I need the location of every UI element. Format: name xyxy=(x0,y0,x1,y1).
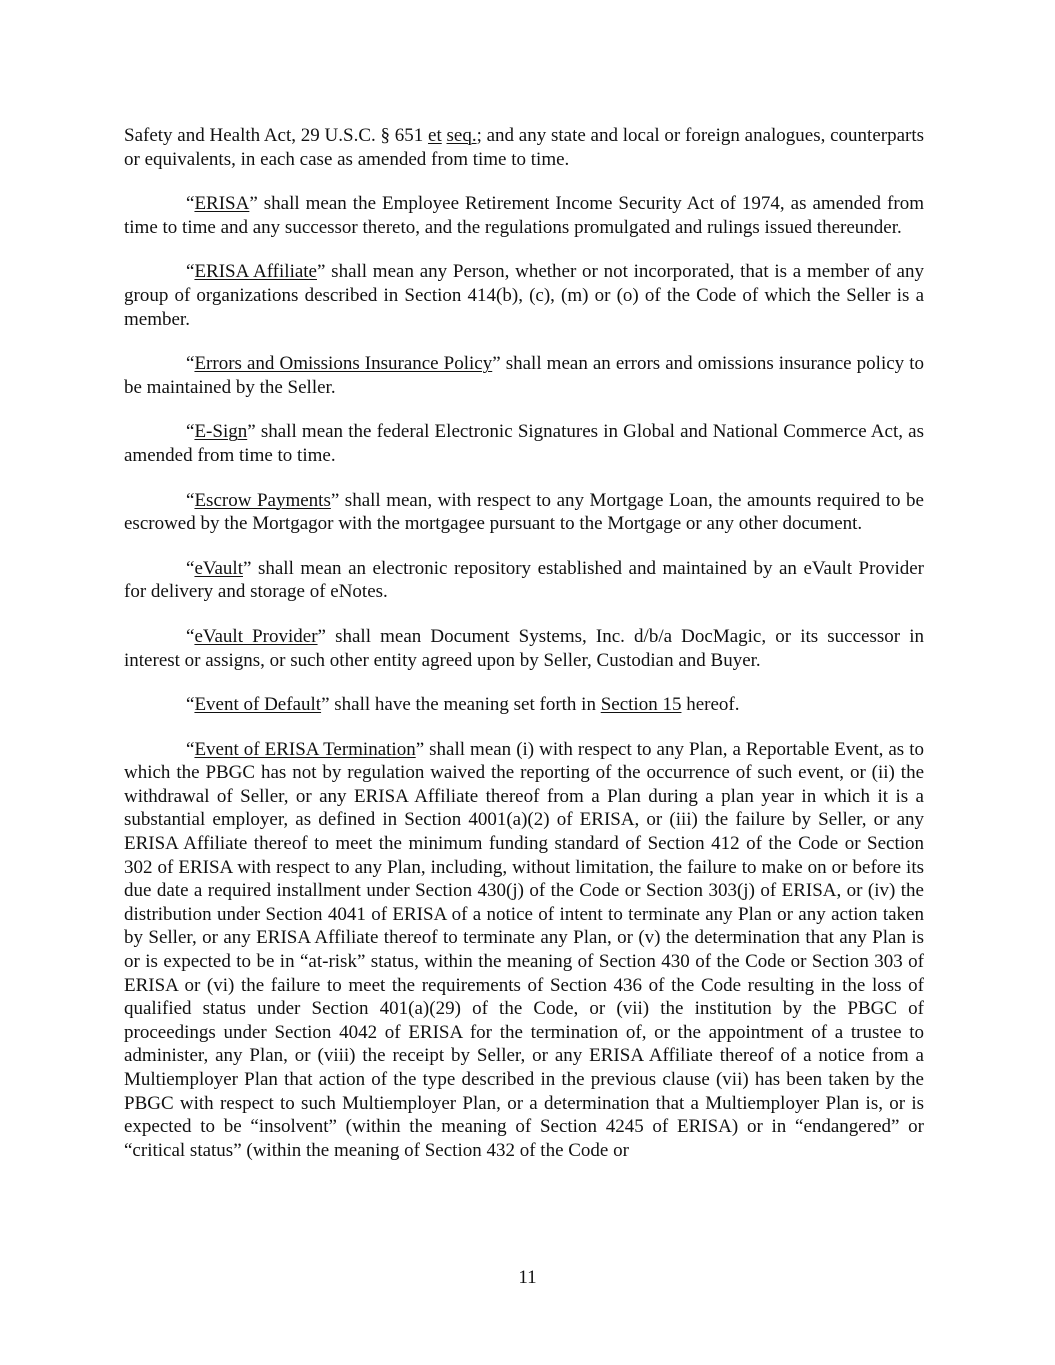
term-et: et xyxy=(428,125,442,146)
open-quote: “ xyxy=(186,193,195,215)
open-quote: “ xyxy=(186,353,195,375)
definition-event-of-default xyxy=(124,693,924,717)
definition-text: ” shall mean the Employee Retirement Income Security Act of 1974, as amended from time to time and any successor thereto, and the regulations promulgated and rulings issued thereunder. xyxy=(124,193,924,238)
open-quote: “ xyxy=(186,738,195,760)
definition-escrow-payments xyxy=(124,489,924,536)
defined-term: eVault Provider xyxy=(194,625,318,647)
defined-term: Errors and Omissions Insurance Policy xyxy=(194,353,493,375)
section-reference: Section 15 xyxy=(600,694,682,716)
definition-errors-omissions-policy xyxy=(124,352,924,399)
defined-term: ERISA Affiliate xyxy=(194,261,317,283)
definition-text: ” shall mean Document Systems, Inc. d/b/a DocMagic, or its successor in interest or assigns, or such other entity agreed upon by Seller, Custodian and Buyer. xyxy=(124,625,924,671)
defined-term: ERISA xyxy=(194,193,250,215)
defined-term: Event of Default xyxy=(194,694,322,716)
paragraph-osha-continuation xyxy=(124,124,924,171)
defined-term: E-Sign xyxy=(194,421,248,443)
definition-text: ” shall mean an errors and omissions insurance policy to be maintained by the Seller. xyxy=(124,353,924,398)
definition-text: ” shall mean, with respect to any Mortgage Loan, the amounts required to be escrowed by the Mortgagor with the mortgagee pursuant to the Mortgage or any other document. xyxy=(124,489,924,535)
defined-term: eVault xyxy=(194,557,243,579)
defined-term: Event of ERISA Termination xyxy=(194,738,416,760)
term-seq: seq. xyxy=(446,125,477,146)
document-page xyxy=(124,124,924,1183)
definition-evault xyxy=(124,557,924,604)
open-quote: “ xyxy=(186,261,195,283)
open-quote: “ xyxy=(186,489,195,511)
defined-term: Escrow Payments xyxy=(194,489,331,511)
definition-text: ” shall mean an electronic repository established and maintained by an eVault Provider for delivery and storage of eNotes. xyxy=(124,557,924,603)
definition-text: ” shall mean any Person, whether or not incorporated, that is a member of any group of organizations described in Section 414(b), (c), (m) or (o) of the Code of which the Seller is a member. xyxy=(124,261,924,330)
definition-e-sign xyxy=(124,420,924,467)
definition-erisa-affiliate xyxy=(124,260,924,331)
open-quote: “ xyxy=(186,421,195,443)
definition-erisa xyxy=(124,192,924,239)
definition-event-of-erisa-termination xyxy=(124,738,924,1163)
open-quote: “ xyxy=(186,625,195,647)
definition-text: ” shall mean the federal Electronic Signatures in Global and National Commerce Act, as amended from time to time. xyxy=(124,421,924,466)
definition-text: hereof. xyxy=(681,694,740,716)
text: ; and any state and local or foreign analogues, counterparts or equivalents, in each case as amended from time to time. xyxy=(124,125,925,170)
open-quote: “ xyxy=(186,557,195,579)
definition-evault-provider xyxy=(124,625,924,672)
definition-text: ” shall mean (i) with respect to any Plan, a Reportable Event, as to which the PBGC has not by regulation waived the reporting of the occurrence of such event, or (ii) the withdrawal of Seller, or any ERISA Affiliate thereof from a Plan during a plan year in which it is a substantial employer, as defined in Section 4001(a)(2) of ERISA, or (iii) the failure by Seller, or any ERISA Affiliate thereof to meet the minimum funding standard of Section 412 of the Code or Section 302 of ERISA with respect to any Plan, including, without limitation, the failure to make on or before its due date a required installment under Section 430(j) of the Code or Section 303(j) of ERISA, or (iv) the distribution under Section 4041 of ERISA of a notice of intent to terminate any Plan or any action taken by Seller, or any ERISA Affiliate thereof to terminate any Plan, or (v) the determination that any Plan is or is expected to be in “at-risk” status, within the meaning of Section 430 of the Code or Section 303 of ERISA or (vi) the failure to meet the requirements of Section 436 of the Code resulting in the loss of qualified status under Section 401(a)(29) of the Code, or (vii) the institution by the PBGC of proceedings under Section 4042 of ERISA for the termination of, or the appointment of a trustee to administer, any Plan, or (viii) the receipt by Seller, or any ERISA Affiliate thereof of a notice from a Multiemployer Plan that action of the type described in the previous clause (vii) has been taken by the PBGC with respect to such Multiemployer Plan, or a determination that a Multiemployer Plan is, or is expected to be “insolvent” (within the meaning of Section 4245 of ERISA) or in “endangered” or “critical status” (within the meaning of Section 432 of the Code or xyxy=(124,738,924,1161)
text: Safety and Health Act, 29 U.S.C. § 651 xyxy=(124,125,429,146)
definition-text: ” shall have the meaning set forth in xyxy=(321,694,601,716)
page-number: 11 xyxy=(518,1267,537,1288)
open-quote: “ xyxy=(186,694,195,716)
